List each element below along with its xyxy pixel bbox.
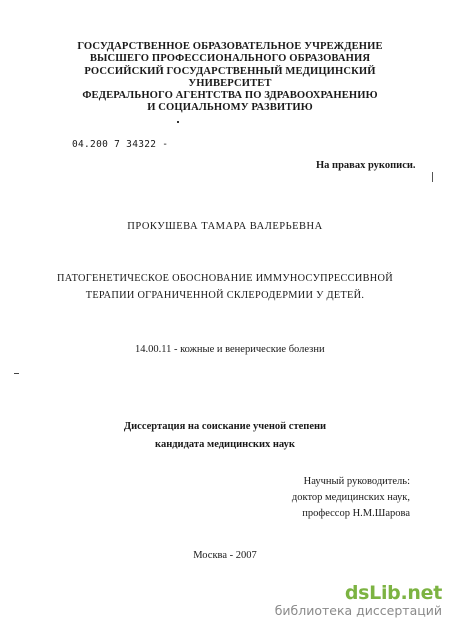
watermark-subtitle: библиотека диссертаций bbox=[274, 603, 442, 618]
header-line: УНИВЕРСИТЕТ bbox=[188, 77, 272, 89]
author-name: ПРОКУШЕВА ТАМАРА ВАЛЕРЬЕВНА bbox=[127, 221, 323, 232]
header-line: ФЕДЕРАЛЬНОГО АГЕНТСТВА ПО ЗДРАВООХРАНЕНИЮ bbox=[82, 90, 378, 102]
stray-mark bbox=[177, 121, 179, 123]
supervisor-block bbox=[292, 474, 410, 522]
header-line: ГОСУДАРСТВЕННОЕ ОБРАЗОВАТЕЛЬНОЕ УЧРЕЖДЕНИЕ bbox=[77, 41, 383, 52]
title-line: ТЕРАПИИ ОГРАНИЧЕННОЙ СКЛЕРОДЕРМИИ У ДЕТЕЙ. bbox=[85, 290, 365, 301]
degree-line: Диссертация на соискание ученой степени bbox=[123, 421, 327, 432]
watermark-logo: dsLib.net bbox=[344, 582, 442, 604]
supervisor-line: Научный руководитель: bbox=[303, 476, 410, 487]
margin-mark bbox=[432, 172, 433, 182]
title-line: ПАТОГЕНЕТИЧЕСКОЕ ОБОСНОВАНИЕ ИММУНОСУПРЕССИВНОЙ bbox=[57, 273, 393, 284]
institution-header bbox=[60, 41, 400, 115]
degree-statement bbox=[0, 418, 450, 454]
rights-note: На правах рукописи. bbox=[316, 160, 416, 171]
header-line: ВЫСШЕГО ПРОФЕССИОНАЛЬНОГО ОБРАЗОВАНИЯ bbox=[89, 53, 371, 65]
header-line: И СОЦИАЛЬНОМУ РАЗВИТИЮ bbox=[147, 102, 313, 114]
supervisor-line: доктор медицинских наук, bbox=[291, 492, 410, 503]
city-year: Москва - 2007 bbox=[193, 550, 257, 561]
header-line: РОССИЙСКИЙ ГОСУДАРСТВЕННЫЙ МЕДИЦИНСКИЙ bbox=[84, 65, 376, 77]
dslib-watermark[interactable] bbox=[275, 583, 442, 619]
specialty-code: 14.00.11 - кожные и венерические болезни bbox=[135, 344, 325, 355]
dissertation-title bbox=[0, 270, 450, 304]
margin-mark bbox=[14, 373, 19, 374]
degree-line: кандидата медицинских наук bbox=[155, 439, 295, 450]
accession-number: 04.200 7 34322 - bbox=[72, 139, 169, 150]
supervisor-line: профессор Н.М.Шарова bbox=[302, 508, 410, 519]
